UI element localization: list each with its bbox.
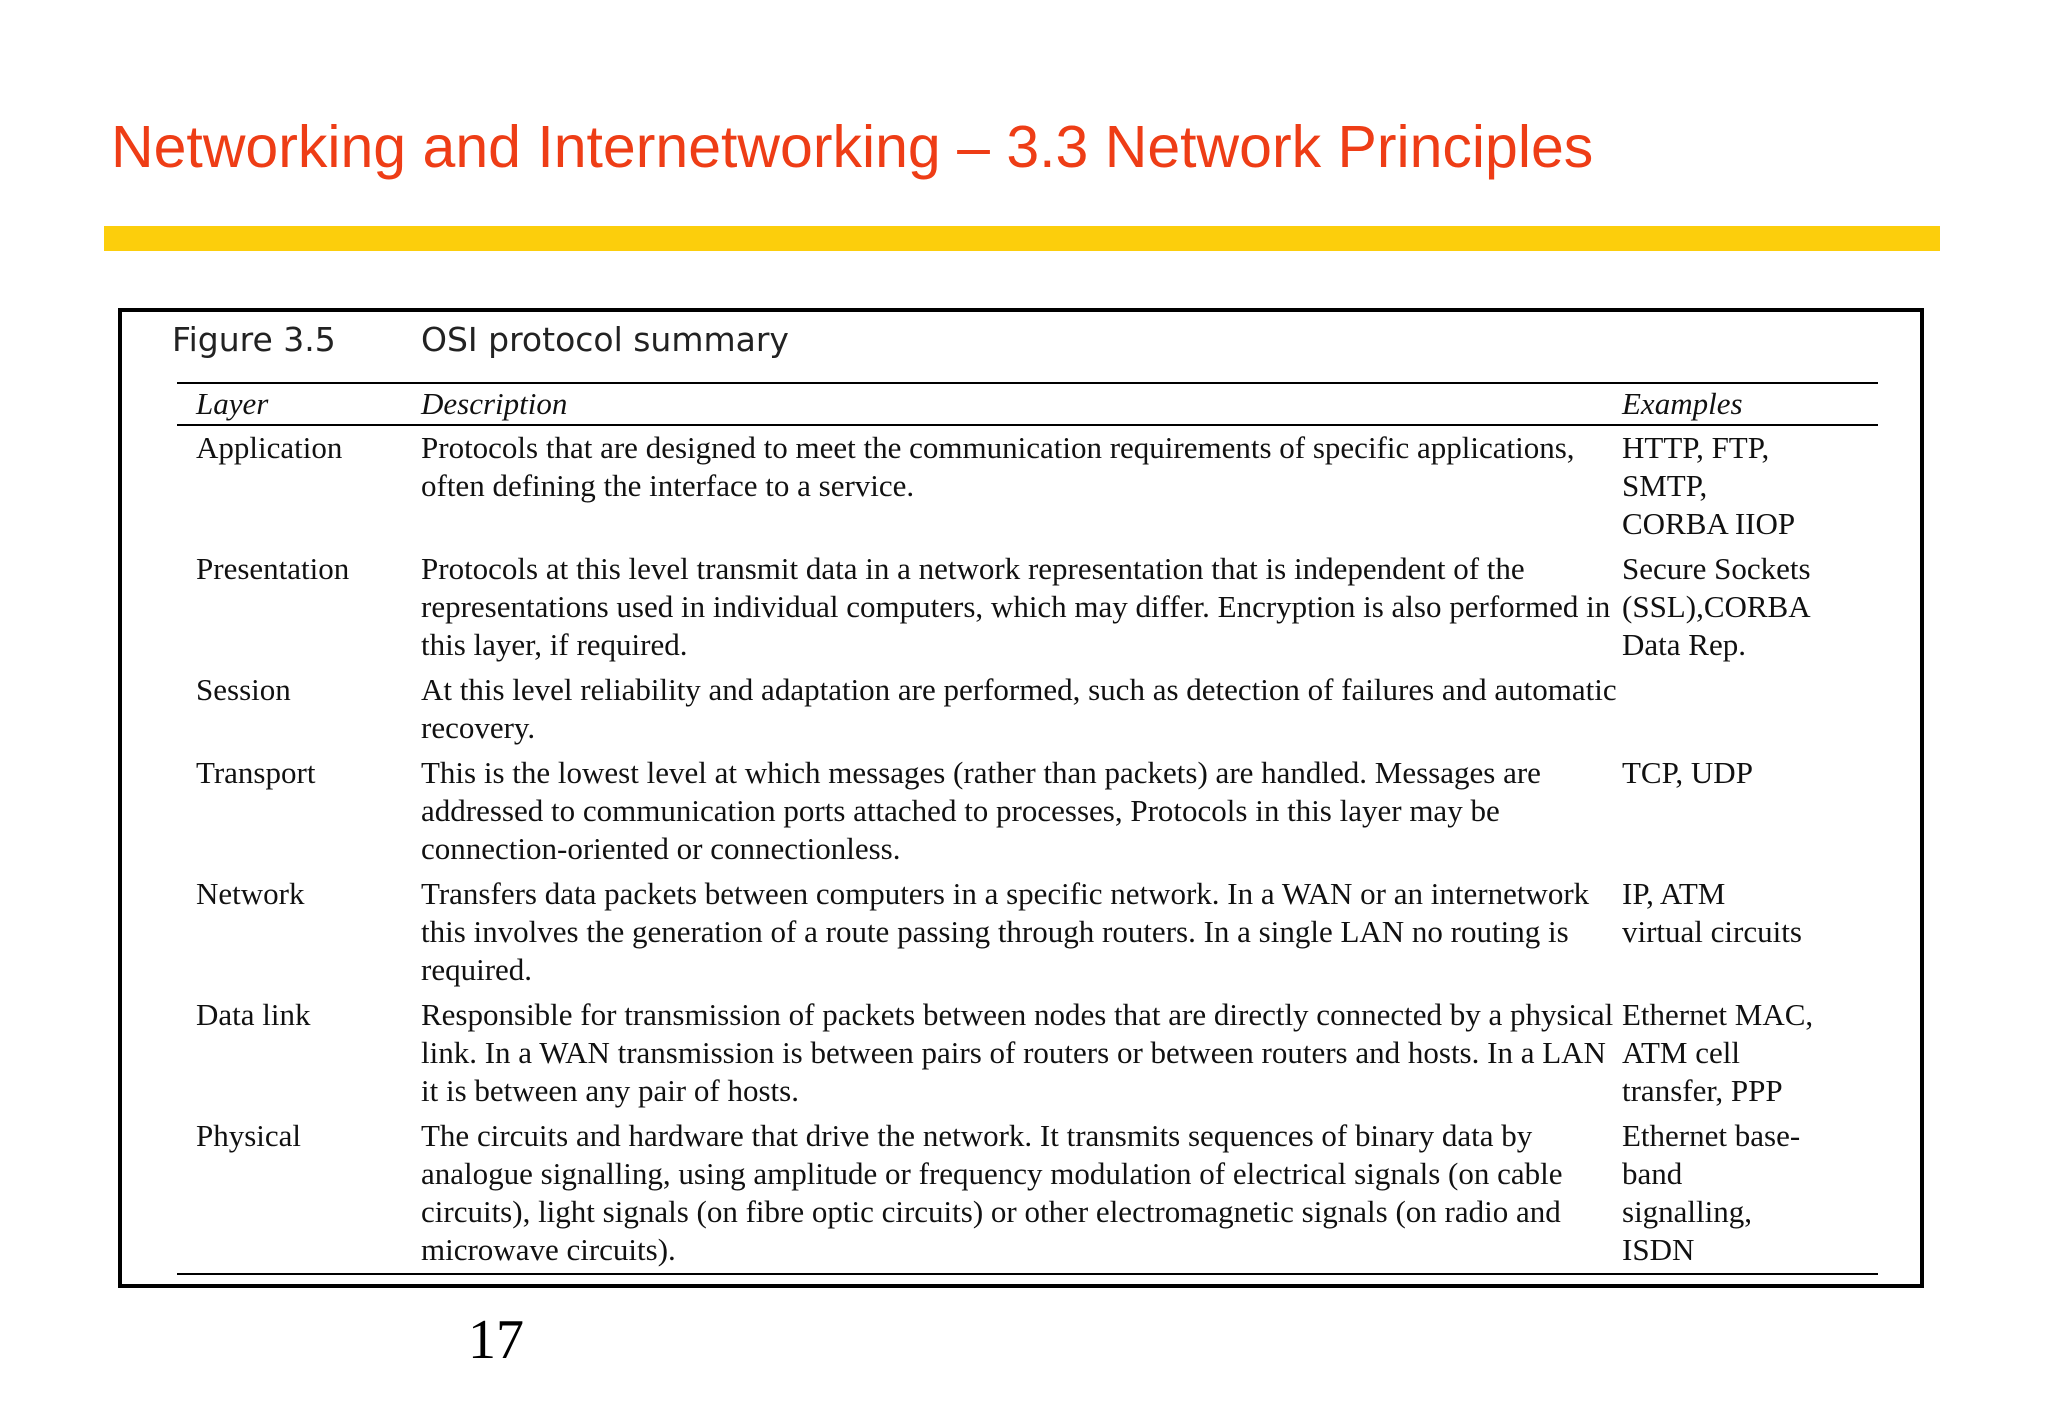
layer-examples (1622, 872, 1878, 993)
example-line: Secure Sockets (1622, 551, 1811, 586)
example-line: signalling, (1622, 1194, 1753, 1229)
example-line: band (1622, 1156, 1683, 1191)
figure-caption: OSI protocol summary (421, 320, 789, 359)
layer-description: Protocols that are designed to meet the communication requirements of specific applications, often defining the interface to a service. (421, 430, 1575, 503)
example-line: (SSL),CORBA (1622, 589, 1811, 624)
layer-description: Responsible for transmission of packets between nodes that are directly connected by a physical link. In a WAN transmission is between pairs of routers or between routers and hosts. In a LAN it is between any pair of hosts. (421, 997, 1614, 1108)
table-row (177, 993, 1878, 1114)
header-examples: Examples (1622, 384, 1878, 425)
layer-name: Presentation (196, 551, 350, 586)
header-layer: Layer (177, 384, 421, 425)
table-row (177, 547, 1878, 668)
layer-description: At this level reliability and adaptation are performed, such as detection of failures and automatic recovery. (421, 672, 1617, 745)
figure-frame (118, 308, 1924, 1288)
example-line: ISDN (1622, 1232, 1695, 1267)
layer-description: This is the lowest level at which messages (rather than packets) are handled. Messages are addressed to communication ports attached to processes, Protocols in this layer may be connection-oriented or connectionless. (421, 755, 1541, 866)
osi-table-wrapper (177, 382, 1878, 1275)
example-line: TCP, UDP (1622, 755, 1753, 790)
layer-name: Session (196, 672, 291, 707)
table-header-row (177, 384, 1878, 425)
header-description: Description (421, 384, 1622, 425)
table-body (177, 425, 1878, 1273)
layer-examples (1622, 668, 1878, 751)
layer-description: Protocols at this level transmit data in a network representation that is independent of the representations used in individual computers, which may differ. Encryption is also performed in this layer, if required. (421, 551, 1611, 662)
example-line: SMTP, (1622, 468, 1708, 503)
example-line: Data Rep. (1622, 627, 1746, 662)
slide-title: Networking and Internetworking – 3.3 Network Principles (111, 114, 1594, 180)
table-row (177, 872, 1878, 993)
example-line: HTTP, FTP, (1622, 430, 1770, 465)
example-line: CORBA IIOP (1622, 506, 1796, 541)
layer-examples (1622, 547, 1878, 668)
table-row (177, 425, 1878, 547)
page-number: 17 (468, 1309, 524, 1371)
layer-name: Application (196, 430, 343, 465)
table-row (177, 751, 1878, 872)
osi-protocol-table (177, 384, 1878, 1273)
layer-description: The circuits and hardware that drive the network. It transmits sequences of binary data by analogue signalling, using amplitude or frequency modulation of electrical signals (on cable circuits), light signals (on fibre optic circuits) or other electromagnetic signals (on radio and microwave circuits). (421, 1118, 1563, 1267)
example-line: IP, ATM (1622, 876, 1726, 911)
layer-description: Transfers data packets between computers in a specific network. In a WAN or an internetwork this involves the generation of a route passing through routers. In a single LAN no routing is required. (421, 876, 1590, 987)
example-line: ATM cell (1622, 1035, 1740, 1070)
layer-examples (1622, 425, 1878, 547)
example-line: transfer, PPP (1622, 1073, 1783, 1108)
table-row (177, 668, 1878, 751)
example-line: virtual circuits (1622, 914, 1802, 949)
layer-examples (1622, 751, 1878, 872)
table-row (177, 1114, 1878, 1273)
layer-name: Transport (196, 755, 316, 790)
example-line: Ethernet base- (1622, 1118, 1801, 1153)
example-line: Ethernet MAC, (1622, 997, 1814, 1032)
layer-name: Data link (196, 997, 311, 1032)
layer-name: Physical (196, 1118, 302, 1153)
title-underline-bar (104, 226, 1940, 251)
figure-number: Figure 3.5 (172, 320, 336, 359)
layer-examples (1622, 1114, 1878, 1273)
layer-name: Network (196, 876, 305, 911)
layer-examples (1622, 993, 1878, 1114)
